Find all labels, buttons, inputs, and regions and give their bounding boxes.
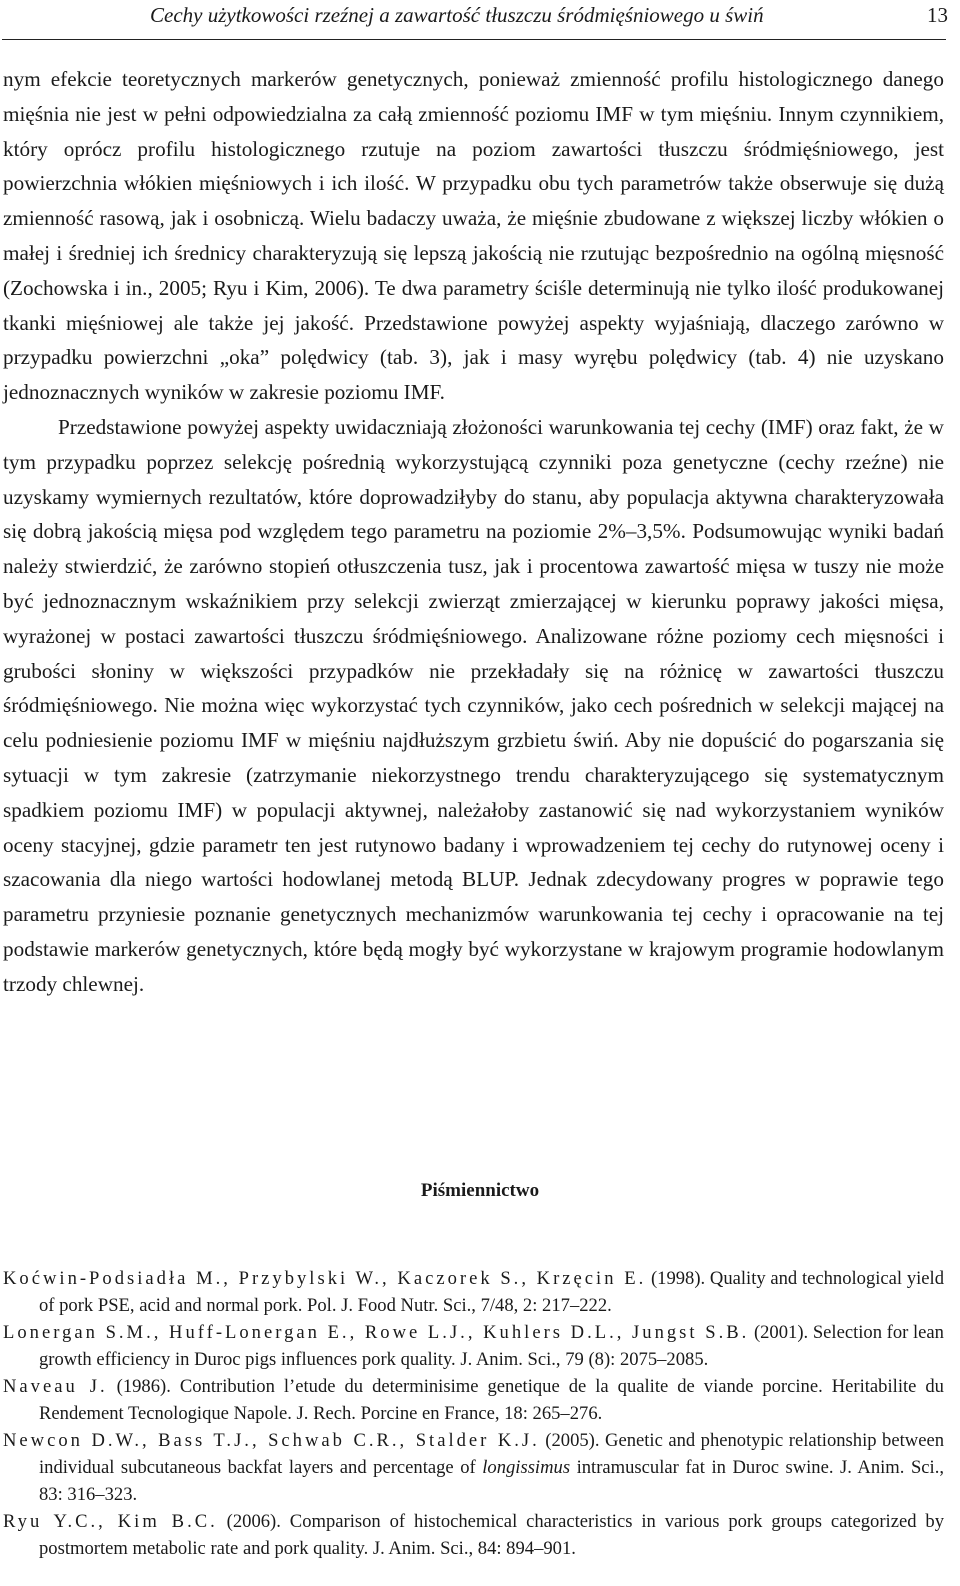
references-heading: Piśmiennictwo xyxy=(420,1180,540,1201)
reference-text-end: intramuscular fat in Duroc swine. J. Anim. Sci., 83: 316–323. xyxy=(39,1457,944,1505)
page-header xyxy=(0,0,960,44)
references-list xyxy=(3,1265,944,1562)
page-number: 13 xyxy=(927,3,948,27)
reference-text: (1998). Quality and technological yield of pork PSE, acid and normal pork. Pol. J. Food Nutr. Sci., 7/48, 2: 217–222. xyxy=(39,1268,944,1316)
body-text xyxy=(3,62,944,1002)
reference-italic-term: longissimus xyxy=(482,1457,571,1478)
paragraph-1: nym efekcie teoretycznych markerów genetycznych, ponieważ zmienność profilu histologicznego danego mięśnia nie jest w pełni odpowiedzialna za całą zmienność poziomu IMF w tym mięśniu. Innym czynnikiem, który oprócz profilu histologicznego rzutuje na poziom zawartości tłuszczu śródmięśniowego, jest powierzchnia włókien mięśniowych i ich ilość. W przypadku obu tych parametrów także obserwuje się dużą zmienność rasową, jak i osobniczą. Wielu badaczy uważa, że mięśnie zbudowane z większej liczby włókien o małej i średniej ich średnicy charakteryzują się lepszą jakością nie rzutując bezpośrednio na ogólną mięsność (Zochowska i in., 2005; Ryu i Kim, 2006). Te dwa parametry ściśle determinują nie tylko ilość produkowanej tkanki mięśniowej ale także jej jakość. Przedstawione powyżej aspekty wyjaśniają, dlaczego zarówno w przypadku powierzchni „oka” polędwicy (tab. 3), jak i masy wyrębu polędwicy (tab. 4) nie uzyskano jednoznacznych wyników w zakresie poziomu IMF. xyxy=(3,67,944,405)
reference-item xyxy=(3,1319,944,1373)
reference-authors: Koćwin-Podsiadła M., Przybylski W., Kaczorek S., Krzęcin E. xyxy=(3,1268,647,1289)
reference-text: (2001). Selection for lean growth efficiency in Duroc pigs influences pork quality. J. Anim. Sci., 79 (8): 2075–2085. xyxy=(39,1322,944,1370)
header-rule xyxy=(2,39,946,40)
reference-authors: Ryu Y.C., Kim B.C. xyxy=(3,1511,218,1532)
running-title: Cechy użytkowości rzeźnej a zawartość tłuszczu śródmięśniowego u świń xyxy=(150,3,764,27)
reference-text: (2006). Comparison of histochemical characteristics in various pork groups categorized by postmortem metabolic rate and pork quality. J. Anim. Sci., 84: 894–901. xyxy=(39,1511,944,1559)
reference-item xyxy=(3,1265,944,1319)
reference-item xyxy=(3,1373,944,1427)
reference-text: (1986). Contribution l’etude du determinisime genetique de la qualite de viande porcine. Heritabilite du Rendement Tecnologique Napole. J. Rech. Porcine en France, 18: 265–276. xyxy=(39,1376,944,1424)
reference-item xyxy=(3,1427,944,1508)
reference-authors: Lonergan S.M., Huff-Lonergan E., Rowe L.J., Kuhlers D.L., Jungst S.B. xyxy=(3,1322,750,1343)
reference-authors: Newcon D.W., Bass T.J., Schwab C.R., Stalder K.J. xyxy=(3,1430,540,1451)
reference-item xyxy=(3,1508,944,1562)
paragraph-2: Przedstawione powyżej aspekty uwidaczniają złożoności warunkowania tej cechy (IMF) oraz fakt, że w tym przypadku poprzez selekcję pośrednią wykorzystującą czynniki poza genetyczne (cechy rzeźne) nie uzyskamy wymiernych rezultatów, które doprowadziłyby do stanu, aby populacja aktywna charakteryzowała się dobrą jakością mięsa pod względem tego parametru na poziomie 2%–3,5%. Podsumowując wyniki badań należy stwierdzić, że zarówno stopień otłuszczenia tusz, jak i procentowa zawartość mięsa w tuszy nie może być jednoznacznym wskaźnikiem przy selekcji zwierząt zmierzającej w kierunku poprawy jakości mięsa, wyrażonej w postaci zawartości tłuszczu śródmięśniowego. Analizowane różne poziomy cech mięsności i grubości słoniny w większości przypadków nie przekładały się na różnicę w zawartości tłuszczu śródmięśniowego. Nie można więc wykorzystać tych czynników, jako cech pośrednich w selekcji mającej na celu podniesienie poziomu IMF w mięśniu najdłuższym grzbietu świń. Aby nie dopuścić do pogarszania się sytuacji w tym zakresie (zatrzymanie niekorzystnego trendu charakteryzującego się systematycznym spadkiem poziomu IMF) w populacji aktywnej, należałoby zastanowić się nad wykorzystaniem wyników oceny stacyjnej, gdzie parametr ten jest rutynowo badany i wprowadzeniem tej cechy do rutynowej oceny i szacowania dla niego wartości hodowlanej metodą BLUP. Jednak zdecydowany progres w poprawie tego parametru przyniesie poznanie genetycznych mechanizmów warunkowania tej cechy i opracowanie na tej podstawie markerów genetycznych, które będą mogły być wykorzystane w krajowym programie hodowlanym trzody chlewnej. xyxy=(3,414,944,996)
reference-authors: Naveau J. xyxy=(3,1376,108,1397)
reference-text: (2005). Genetic and phenotypic relationship between individual subcutaneous backfat layers and percentage of xyxy=(39,1430,944,1478)
